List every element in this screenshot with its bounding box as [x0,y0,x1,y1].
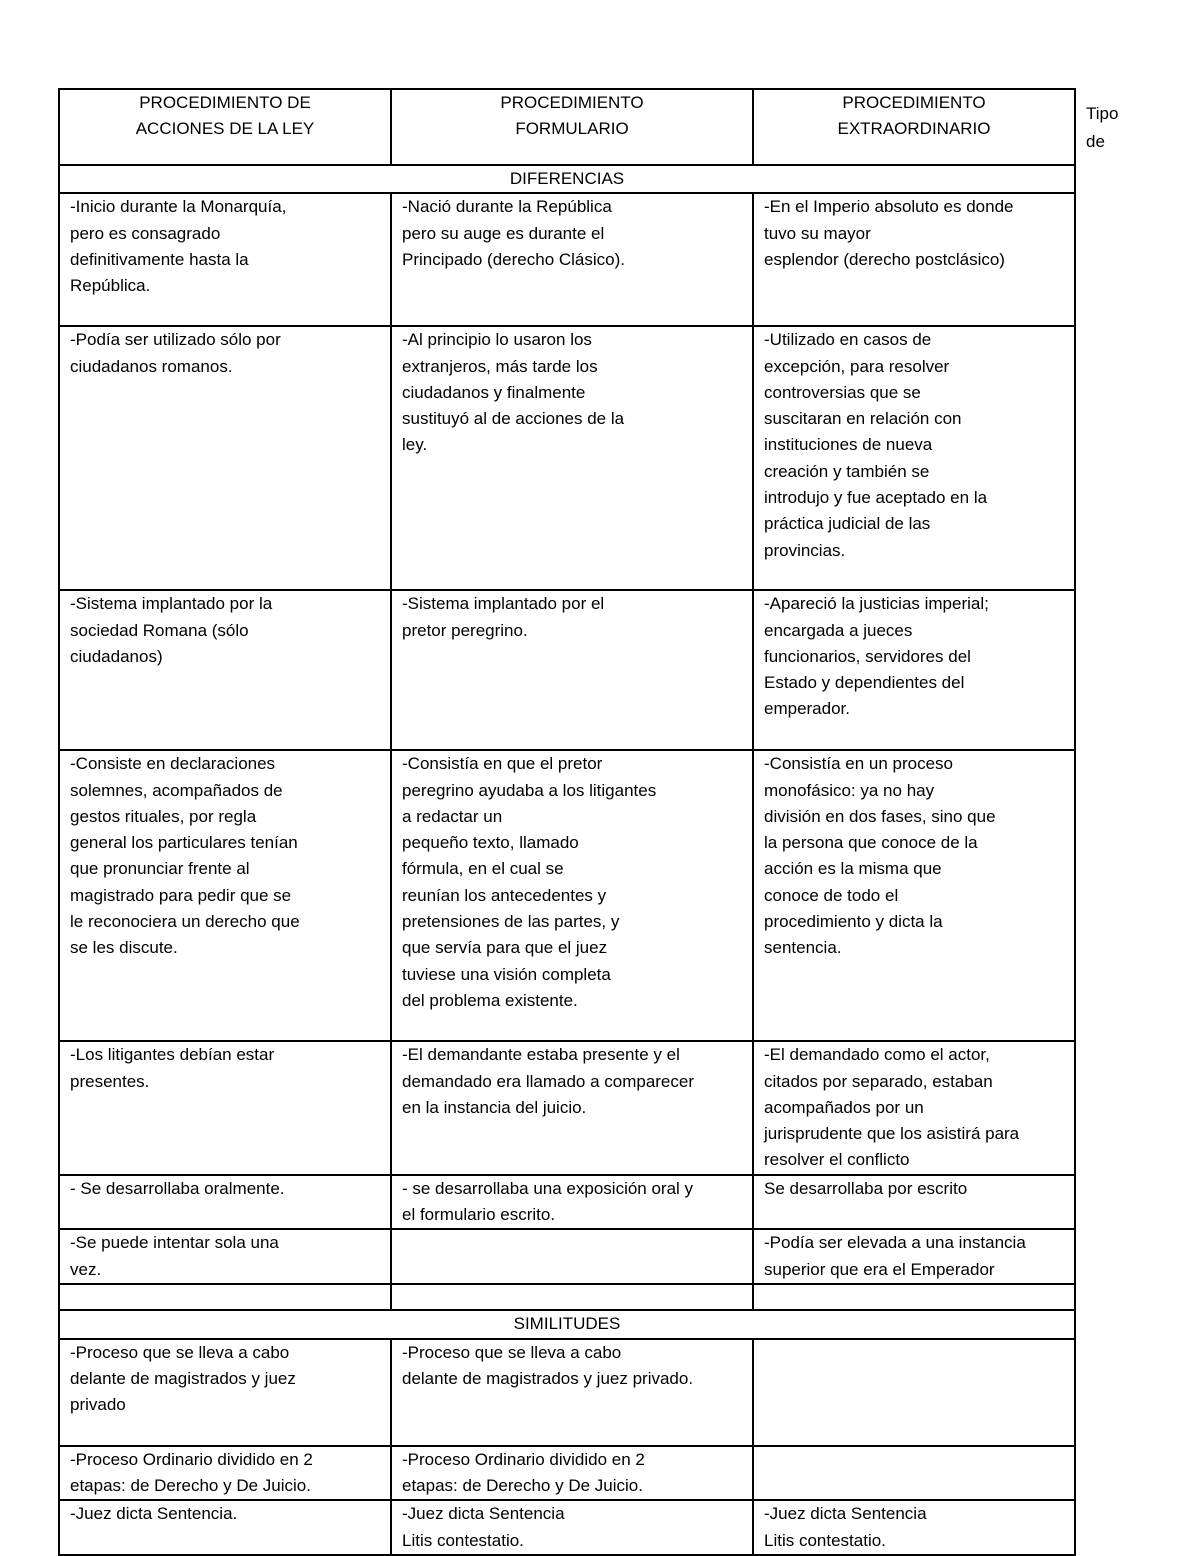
table-row-empty [59,1284,1075,1310]
table-cell: -Al principio lo usaron los extranjeros, más tarde los ciudadanos y finalmente sustituyó al de acciones de la ley. [391,326,753,590]
table-cell [753,1446,1075,1501]
table-row [59,1446,1075,1501]
table-cell: Se desarrollaba por escrito [753,1175,1075,1230]
table-row [59,590,1075,750]
table-cell: -Proceso Ordinario dividido en 2 etapas: de Derecho y De Juicio. [59,1446,391,1501]
differences-label: DIFERENCIAS [59,165,1075,193]
table-cell: -Apareció la justicias imperial; encargada a jueces funcionarios, servidores del Estado y dependientes del emperador. [753,590,1075,750]
table-cell: -Podía ser utilizado sólo por ciudadanos romanos. [59,326,391,590]
table-cell [59,1284,391,1310]
table-cell: -Podía ser elevada a una instancia superior que era el Emperador [753,1229,1075,1284]
table-cell: -El demandado como el actor, citados por separado, estaban acompañados por un jurisprudente que los asistirá para resolver el conflicto [753,1041,1075,1174]
table-cell: -Consiste en declaraciones solemnes, acompañados de gestos rituales, por regla general los particulares tenían que pronunciar frente al magistrado para pedir que se le reconociera un derecho que se les discute. [59,750,391,1041]
table-cell: -Inicio durante la Monarquía, pero es consagrado definitivamente hasta la República. [59,193,391,326]
header-acciones-de-la-ley: PROCEDIMIENTO DE ACCIONES DE LA LEY [59,89,391,165]
header-extraordinario: PROCEDIMIENTO EXTRAORDINARIO [753,89,1075,165]
table-cell: -Se puede intentar sola una vez. [59,1229,391,1284]
table-row [59,750,1075,1041]
table-cell: -Nació durante la República pero su auge es durante el Principado (derecho Clásico). [391,193,753,326]
table-row [59,1041,1075,1174]
header-formulario: PROCEDIMIENTO FORMULARIO [391,89,753,165]
table-cell: -Sistema implantado por el pretor peregrino. [391,590,753,750]
table-cell: -Sistema implantado por la sociedad Romana (sólo ciudadanos) [59,590,391,750]
table-cell: -Consistía en que el pretor peregrino ayudaba a los litigantes a redactar un pequeño texto, llamado fórmula, en el cual se reunían los antecedentes y pretensiones de las partes, y que servía para que el juez tuviese una visión completa del problema existente. [391,750,753,1041]
table-row [59,1339,1075,1446]
table-cell: -Juez dicta Sentencia Litis contestatio. [391,1500,753,1555]
table-cell: -En el Imperio absoluto es donde tuvo su mayor esplendor (derecho postclásico) [753,193,1075,326]
side-note: Tipo de [1086,104,1119,151]
table-cell [753,1339,1075,1446]
table-cell: - se desarrollaba una exposición oral y el formulario escrito. [391,1175,753,1230]
table-cell: -Utilizado en casos de excepción, para resolver controversias que se suscitaran en relación con instituciones de nueva creación y también se introdujo y fue aceptado en la práctica judicial de las provincias. [753,326,1075,590]
table-cell: -Juez dicta Sentencia Litis contestatio. [753,1500,1075,1555]
table-cell: -Los litigantes debían estar presentes. [59,1041,391,1174]
table-row [59,1229,1075,1284]
table-row [59,193,1075,326]
table-cell [753,1284,1075,1310]
table-cell: - Se desarrollaba oralmente. [59,1175,391,1230]
table-row [59,1175,1075,1230]
table-cell: -El demandante estaba presente y el demandado era llamado a comparecer en la instancia del juicio. [391,1041,753,1174]
section-row-differences [59,165,1075,193]
table-cell: -Proceso que se lleva a cabo delante de magistrados y juez privado. [391,1339,753,1446]
table-cell [391,1284,753,1310]
table-cell [391,1229,753,1284]
header-row [59,89,1075,165]
table-cell: -Juez dicta Sentencia. [59,1500,391,1555]
table-cell: -Consistía en un proceso monofásico: ya no hay división en dos fases, sino que la persona que conoce de la acción es la misma que conoce de todo el procedimiento y dicta la sentencia. [753,750,1075,1041]
similarities-label: SIMILITUDES [59,1310,1075,1338]
comparison-table [58,88,1076,1556]
table-row [59,1500,1075,1555]
table-cell: -Proceso Ordinario dividido en 2 etapas: de Derecho y De Juicio. [391,1446,753,1501]
table-row [59,326,1075,590]
table-cell: -Proceso que se lleva a cabo delante de magistrados y juez privado [59,1339,391,1446]
section-row-similarities [59,1310,1075,1338]
